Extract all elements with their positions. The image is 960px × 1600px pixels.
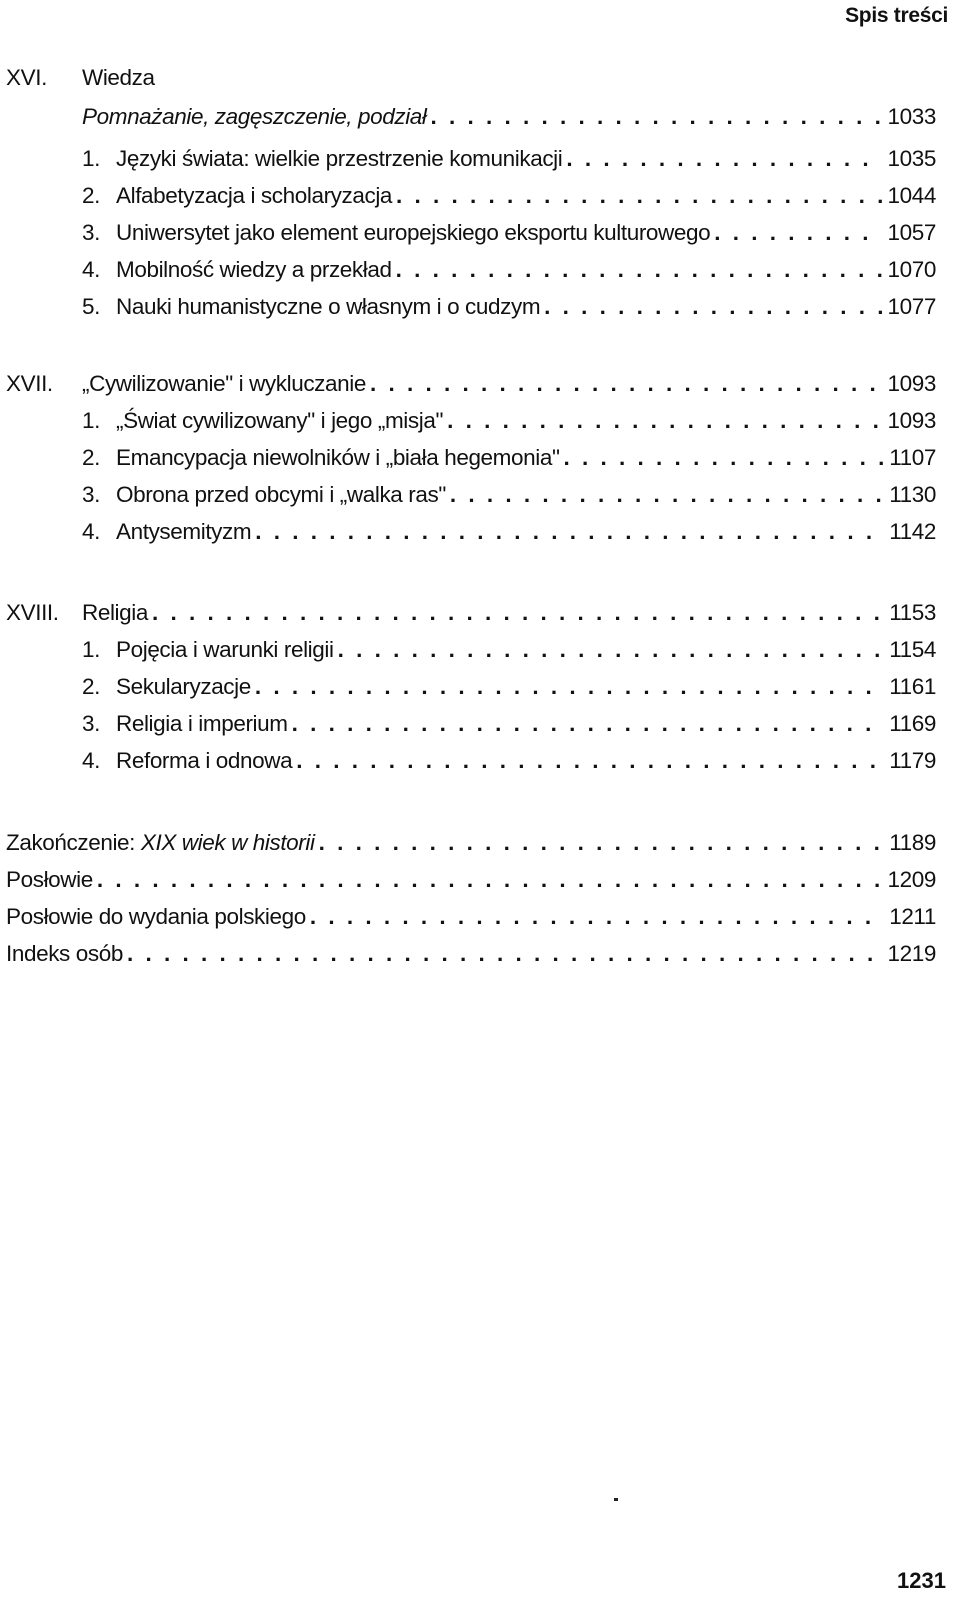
- chapter-title: Wiedza: [82, 65, 155, 90]
- toc-entry: [0, 669, 958, 705]
- dot-leader: [152, 595, 883, 631]
- chapter-title: „Cywilizowanie" i wykluczanie: [82, 371, 366, 396]
- entry-title: Posłowie: [6, 867, 93, 892]
- page-number: 1033: [887, 104, 936, 129]
- entry-title: Pojęcia i warunki religii: [116, 637, 334, 662]
- dot-leader: [310, 899, 883, 935]
- page-number: 1077: [887, 294, 936, 319]
- entry-title: Indeks osób: [6, 941, 123, 966]
- dot-leader: [450, 477, 883, 513]
- page-number: 1070: [887, 257, 936, 282]
- toc-entry-conclusion: [0, 825, 958, 861]
- toc-entry: [0, 632, 958, 668]
- page-number: 1130: [889, 482, 936, 507]
- entry-title: Mobilność wiedzy a przekład: [116, 257, 392, 282]
- chapter-title: Religia: [82, 600, 148, 625]
- dot-leader: [319, 825, 884, 861]
- entry-title: Obrona przed obcymi i „walka ras": [116, 482, 446, 507]
- page-number: 1093: [887, 371, 936, 396]
- toc-entry-index: [0, 936, 958, 972]
- toc-entry: [0, 514, 958, 550]
- entry-number: 3.: [82, 711, 100, 736]
- dot-leader: [370, 366, 882, 402]
- page-number: 1154: [889, 637, 936, 662]
- page-number: 1209: [887, 867, 936, 892]
- entry-number: 1.: [82, 146, 100, 171]
- entry-number: 2.: [82, 674, 100, 699]
- toc-entry: [0, 141, 958, 177]
- toc-entry: [0, 215, 958, 251]
- page-number: 1107: [889, 445, 936, 470]
- running-head: Spis treści: [845, 4, 948, 27]
- dot-leader: [255, 514, 883, 550]
- entry-title: Emancypacja niewolników i „biała hegemonia": [116, 445, 560, 470]
- entry-title: Sekularyzacje: [116, 674, 251, 699]
- entry-number: 3.: [82, 220, 100, 245]
- page-number: 1035: [887, 146, 936, 171]
- dot-leader: [255, 669, 883, 705]
- dot-leader: [714, 215, 881, 251]
- toc-entry: [0, 99, 958, 135]
- entry-title: [6, 825, 315, 861]
- entry-number: 2.: [82, 445, 100, 470]
- page-number: 1057: [887, 220, 936, 245]
- page-number: 1179: [889, 748, 936, 773]
- entry-title: „Świat cywilizowany" i jego „misja": [116, 408, 444, 433]
- dot-leader: [292, 706, 884, 742]
- toc-entry: [0, 178, 958, 214]
- entry-number: 5.: [82, 294, 100, 319]
- entry-title: Nauki humanistyczne o własnym i o cudzym: [116, 294, 541, 319]
- entry-title: Języki świata: wielkie przestrzenie komunikacji: [116, 146, 563, 171]
- dot-leader: [396, 178, 881, 214]
- toc-entry-afterword-polish: [0, 899, 958, 935]
- toc-entry: [0, 706, 958, 742]
- chapter-number: XVIII.: [6, 600, 59, 625]
- dot-leader: [396, 252, 882, 288]
- entry-title: Religia i imperium: [116, 711, 288, 736]
- dot-leader: [447, 403, 881, 439]
- toc-entry: [0, 403, 958, 439]
- dot-leader: [97, 862, 882, 898]
- page-number: 1153: [889, 600, 936, 625]
- entry-number: 1.: [82, 637, 100, 662]
- page-number: 1189: [889, 830, 936, 855]
- toc-entry: [0, 440, 958, 476]
- chapter-heading-xvii: [0, 366, 958, 402]
- entry-title: Posłowie do wydania polskiego: [6, 904, 306, 929]
- print-speck: [614, 1498, 618, 1501]
- entry-number: 4.: [82, 257, 100, 282]
- entry-title: Reforma i odnowa: [116, 748, 293, 773]
- page-number: 1211: [889, 904, 936, 929]
- chapter-heading-xviii: [0, 595, 958, 631]
- entry-title-prefix: Zakończenie:: [6, 830, 141, 855]
- page-number: 1044: [887, 183, 936, 208]
- page-number: 1161: [889, 674, 936, 699]
- dot-leader: [544, 289, 881, 325]
- dot-leader: [127, 936, 882, 972]
- toc-entry-afterword: [0, 862, 958, 898]
- entry-number: 2.: [82, 183, 100, 208]
- entry-title: Uniwersytet jako element europejskiego eksportu kulturowego: [116, 220, 711, 245]
- chapter-number: XVI.: [6, 65, 47, 90]
- entry-number: 4.: [82, 748, 100, 773]
- page-number: 1093: [887, 408, 936, 433]
- dot-leader: [566, 141, 881, 177]
- toc-entry: [0, 477, 958, 513]
- dot-leader: [431, 99, 882, 135]
- toc-entry: [0, 743, 958, 779]
- toc-entry: [0, 252, 958, 288]
- entry-title: Alfabetyzacja i scholaryzacja: [116, 183, 393, 208]
- page-folio: 1231: [897, 1568, 946, 1593]
- page-number: 1142: [889, 519, 936, 544]
- entry-number: 1.: [82, 408, 100, 433]
- page-number: 1219: [887, 941, 936, 966]
- page-number: 1169: [889, 711, 936, 736]
- chapter-number: XVII.: [6, 371, 53, 396]
- toc-entry: [0, 289, 958, 325]
- entry-number: 4.: [82, 519, 100, 544]
- entry-number: 3.: [82, 482, 100, 507]
- dot-leader: [296, 743, 883, 779]
- entry-title: Antysemityzm: [116, 519, 252, 544]
- dot-leader: [338, 632, 884, 668]
- chapter-heading-xvi: [0, 60, 958, 96]
- entry-title-italic: XIX wiek w historii: [140, 830, 315, 855]
- dot-leader: [564, 440, 884, 476]
- entry-title: Pomnażanie, zagęszczenie, podział: [82, 104, 427, 129]
